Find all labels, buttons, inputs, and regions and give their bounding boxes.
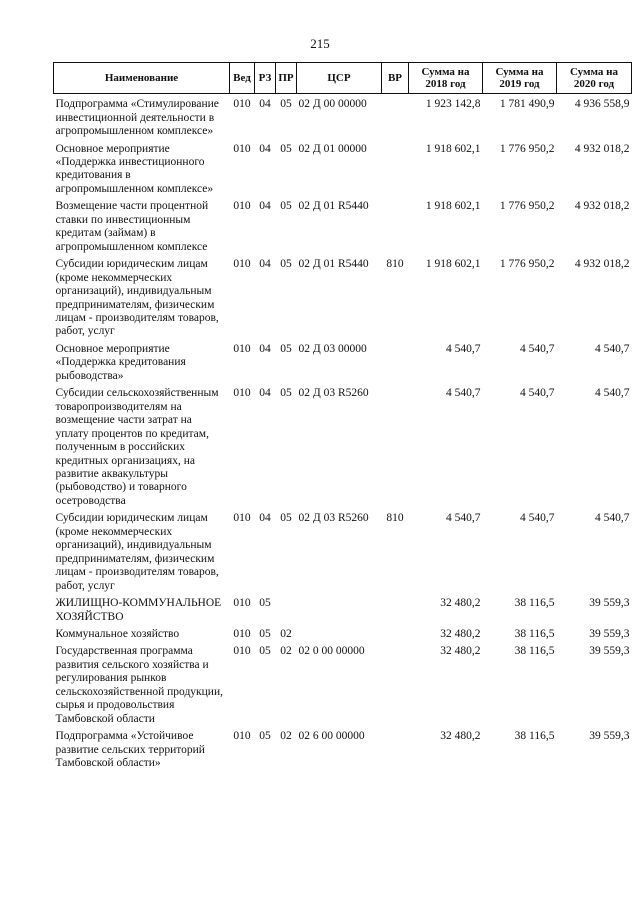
row-name: Подпрограмма «Устойчивое развитие сельских территорий Тамбовской области» — [55, 730, 205, 770]
table-row — [54, 94, 632, 143]
table-row — [54, 597, 632, 628]
row-csr: 02 Д 01 R5440 — [298, 258, 369, 271]
row-rz: 04 — [259, 342, 271, 355]
row-pr: 05 — [280, 98, 292, 111]
table-row — [54, 645, 632, 730]
row-rz: 05 — [259, 645, 271, 658]
row-sum-2018: 4 540,7 — [446, 342, 481, 355]
row-sum-2020: 39 559,3 — [589, 645, 630, 658]
row-name: Субсидии юридическим лицам (кроме некоммерческих организаций), индивидуальным предпринимателям, физическим лицам - производителям товаров, работ, услуг — [55, 258, 219, 338]
row-pr: 02 — [280, 627, 292, 640]
row-rz: 05 — [259, 597, 271, 610]
row-csr: 02 Д 01 00000 — [298, 142, 367, 155]
budget-table — [53, 62, 632, 774]
row-sum-2019: 38 116,5 — [514, 730, 555, 743]
table-header-row — [54, 63, 632, 94]
table-row — [54, 258, 632, 343]
table-row — [54, 143, 632, 201]
row-sum-2020: 4 932 018,2 — [574, 200, 630, 213]
row-csr: 02 Д 03 R5260 — [298, 387, 369, 400]
table-row — [54, 512, 632, 597]
row-sum-2020: 4 540,7 — [595, 342, 630, 355]
row-sum-2019: 1 776 950,2 — [499, 200, 555, 213]
row-name: Субсидии юридическим лицам (кроме некоммерческих организаций), индивидуальным предпринимателям, физическим лицам - производителям товаров, работ, услуг — [55, 512, 219, 592]
row-vr — [382, 200, 409, 258]
row-ved: 010 — [233, 142, 251, 155]
row-pr: 05 — [280, 342, 292, 355]
row-sum-2018: 1 923 142,8 — [425, 98, 481, 111]
row-vr — [382, 343, 409, 387]
row-ved: 010 — [233, 730, 251, 743]
row-name: Возмещение части процентной ставки по инвестиционным кредитам (займам) в агропромышленном комплексе — [55, 200, 209, 253]
row-csr: 02 0 00 00000 — [298, 645, 365, 658]
row-vr — [382, 143, 409, 201]
header-pr: ПР — [276, 63, 297, 94]
row-sum-2018: 32 480,2 — [440, 627, 481, 640]
row-csr: 02 Д 00 00000 — [298, 98, 367, 111]
table-row — [54, 343, 632, 387]
row-sum-2020: 39 559,3 — [589, 627, 630, 640]
row-csr — [297, 628, 382, 645]
row-ved: 010 — [233, 342, 251, 355]
row-sum-2020: 39 559,3 — [589, 597, 630, 610]
row-vr: 810 — [386, 512, 404, 525]
header-csr: ЦСР — [297, 63, 382, 94]
row-pr: 02 — [280, 645, 292, 658]
row-vr — [382, 597, 409, 628]
row-name: Коммунальное хозяйство — [55, 627, 180, 640]
row-sum-2018: 1 918 602,1 — [425, 258, 481, 271]
row-ved: 010 — [233, 258, 251, 271]
row-sum-2018: 32 480,2 — [440, 730, 481, 743]
row-pr: 02 — [280, 730, 292, 743]
row-sum-2018: 4 540,7 — [446, 387, 481, 400]
header-ved: Вед — [230, 63, 255, 94]
row-sum-2019: 4 540,7 — [520, 342, 555, 355]
row-ved: 010 — [233, 645, 251, 658]
row-sum-2018: 1 918 602,1 — [425, 200, 481, 213]
row-sum-2019: 38 116,5 — [514, 627, 555, 640]
row-pr: 05 — [280, 142, 292, 155]
row-ved: 010 — [233, 387, 251, 400]
row-sum-2020: 4 540,7 — [595, 387, 630, 400]
row-sum-2020: 4 932 018,2 — [574, 258, 630, 271]
row-sum-2019: 1 781 490,9 — [499, 98, 555, 111]
row-pr: 05 — [280, 258, 292, 271]
table-row — [54, 628, 632, 645]
row-sum-2020: 4 936 558,9 — [574, 98, 630, 111]
row-rz: 04 — [259, 512, 271, 525]
row-vr — [382, 730, 409, 774]
row-name: Основное мероприятие «Поддержка инвестиционного кредитования в агропромышленном комплексе» — [55, 142, 214, 195]
row-sum-2019: 38 116,5 — [514, 597, 555, 610]
row-sum-2020: 39 559,3 — [589, 730, 630, 743]
row-rz: 04 — [259, 98, 271, 111]
row-rz: 05 — [259, 627, 271, 640]
row-name: Субсидии сельскохозяйственным товаропроизводителям на возмещение части затрат на уплату процентов по кредитам, полученным в российских кредитных организациях, на развитие аквакультуры (рыбоводство) и товарного осетроводства — [55, 387, 219, 507]
row-name: Государственная программа развития сельского хозяйства и регулирования рынков сельскохозяйственной продукции, сырья и продовольствия Тамбовской области — [55, 645, 223, 725]
row-vr — [382, 387, 409, 512]
row-sum-2018: 1 918 602,1 — [425, 142, 481, 155]
header-vr: ВР — [382, 63, 409, 94]
row-csr: 02 Д 03 00000 — [298, 342, 367, 355]
header-rz: РЗ — [255, 63, 276, 94]
row-ved: 010 — [233, 597, 251, 610]
header-sum-2020: Сумма на 2020 год — [557, 63, 632, 94]
row-vr — [382, 628, 409, 645]
row-vr: 810 — [386, 258, 404, 271]
row-sum-2019: 4 540,7 — [520, 387, 555, 400]
row-ved: 010 — [233, 512, 251, 525]
header-sum-2019: Сумма на 2019 год — [483, 63, 557, 94]
table-row — [54, 387, 632, 512]
row-rz: 05 — [259, 730, 271, 743]
row-csr — [297, 597, 382, 628]
row-name: ЖИЛИЩНО-КОММУНАЛЬНОЕ ХОЗЯЙСТВО — [55, 597, 222, 623]
row-ved: 010 — [233, 627, 251, 640]
row-ved: 010 — [233, 98, 251, 111]
row-sum-2019: 1 776 950,2 — [499, 142, 555, 155]
table-row — [54, 730, 632, 774]
row-sum-2018: 32 480,2 — [440, 645, 481, 658]
row-sum-2019: 1 776 950,2 — [499, 258, 555, 271]
row-pr: 05 — [280, 387, 292, 400]
header-sum-2018: Сумма на 2018 год — [409, 63, 483, 94]
row-csr: 02 Д 03 R5260 — [298, 512, 369, 525]
row-sum-2020: 4 932 018,2 — [574, 142, 630, 155]
row-pr: 05 — [280, 512, 292, 525]
row-sum-2018: 32 480,2 — [440, 597, 481, 610]
row-vr — [382, 645, 409, 730]
row-rz: 04 — [259, 258, 271, 271]
row-sum-2019: 4 540,7 — [520, 512, 555, 525]
header-name: Наименование — [54, 63, 230, 94]
row-name: Основное мероприятие «Поддержка кредитования рыбоводства» — [55, 342, 186, 382]
row-sum-2019: 38 116,5 — [514, 645, 555, 658]
row-rz: 04 — [259, 387, 271, 400]
row-csr: 02 6 00 00000 — [298, 730, 365, 743]
row-name: Подпрограмма «Стимулирование инвестиционной деятельности в агропромышленном комплексе» — [55, 98, 219, 138]
row-sum-2020: 4 540,7 — [595, 512, 630, 525]
row-csr: 02 Д 01 R5440 — [298, 200, 369, 213]
row-vr — [382, 94, 409, 143]
row-rz: 04 — [259, 200, 271, 213]
row-rz: 04 — [259, 142, 271, 155]
page-number: 215 — [310, 36, 330, 51]
row-sum-2018: 4 540,7 — [446, 512, 481, 525]
row-ved: 010 — [233, 200, 251, 213]
row-pr — [276, 597, 297, 628]
table-row — [54, 200, 632, 258]
row-pr: 05 — [280, 200, 292, 213]
